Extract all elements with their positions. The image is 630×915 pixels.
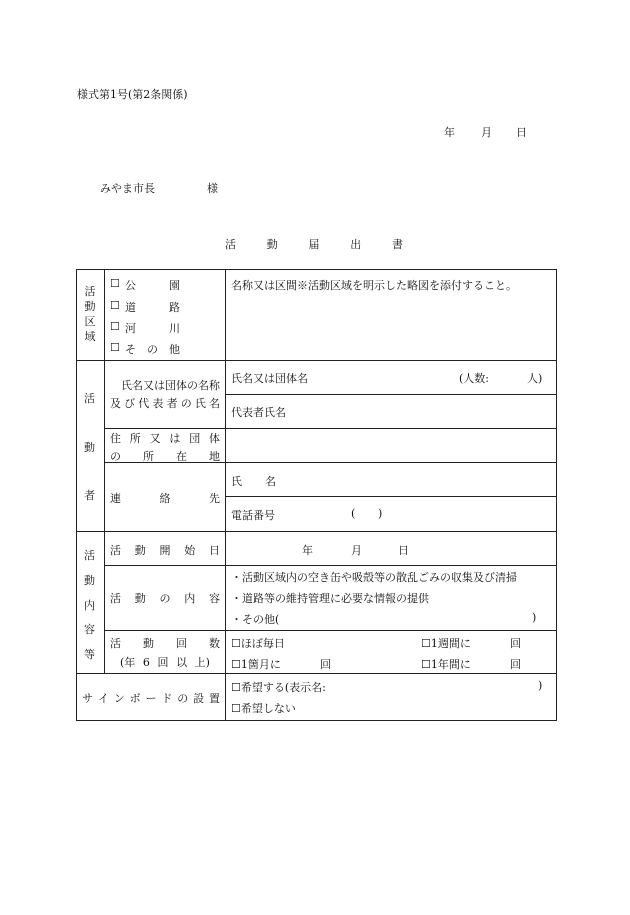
label-char: 内 <box>184 592 196 605</box>
row-divider <box>225 496 556 497</box>
signboard-option-yes[interactable]: ☐希望する(表示名: <box>231 681 326 694</box>
label-char: (年 <box>120 656 136 669</box>
label-char: ン <box>113 692 125 705</box>
label-char: の <box>110 450 121 463</box>
label-char: 住 <box>110 432 121 445</box>
label-char: 氏 <box>194 397 206 410</box>
label-char: 動 <box>134 544 146 557</box>
row-divider <box>104 630 556 631</box>
label-char: 絡 <box>159 492 171 505</box>
content-heading-char: 内 <box>84 599 95 612</box>
table-border-left <box>76 269 77 721</box>
label-char: 名 <box>208 397 220 410</box>
count-label-line <box>110 635 220 651</box>
title-char: 書 <box>392 238 403 251</box>
label-char: 動 <box>143 637 154 650</box>
row-divider <box>76 360 557 361</box>
label-char: 所 <box>129 432 141 445</box>
freq-option-weekly[interactable]: ☐1週間に <box>421 637 471 650</box>
checkbox-icon[interactable]: ☐ <box>110 320 120 333</box>
label-char: 団 <box>189 432 201 445</box>
actor-heading-char: 者 <box>84 489 95 502</box>
label-char: イ <box>97 692 109 705</box>
area-option-label: 他 <box>169 343 180 356</box>
checkbox-icon[interactable]: ☐ <box>110 277 120 290</box>
start-date-day: 日 <box>398 544 409 557</box>
detail-item-road-info[interactable]: ・道路等の維持管理に必要な情報の提供 <box>231 592 429 605</box>
row-divider <box>104 428 556 429</box>
name-label <box>110 377 220 411</box>
table-border-top <box>76 269 557 270</box>
header-date-month: 月 <box>481 126 492 139</box>
area-option-label: 河 <box>125 322 136 335</box>
freq-option-weekly-unit: 回 <box>510 637 521 650</box>
label-char: 活 <box>110 592 121 605</box>
area-option-park[interactable] <box>110 277 218 290</box>
heading-char: 動 <box>84 300 96 313</box>
area-option-label: 路 <box>169 301 180 314</box>
label-char: 容 <box>209 592 220 605</box>
label-char: 先 <box>209 492 220 505</box>
area-option-label: 川 <box>169 322 180 335</box>
label-char: サ <box>82 692 93 705</box>
phone-paren-close: ) <box>378 507 383 520</box>
headcount-unit: 人) <box>527 372 543 385</box>
group-name-label: 氏名又は団体名 <box>231 372 308 385</box>
label-char: 連 <box>110 492 121 505</box>
label-char: 地 <box>209 450 220 463</box>
signboard-option-yes-close: ) <box>538 679 543 692</box>
actor-heading-char: 活 <box>84 392 95 405</box>
area-option-road[interactable] <box>110 299 218 312</box>
area-option-label: 園 <box>169 279 180 292</box>
address-label <box>110 430 220 464</box>
label-char: ボ <box>129 692 141 705</box>
table-border-bottom <box>76 720 557 721</box>
title-char: 活 <box>225 238 236 251</box>
area-heading <box>80 284 100 344</box>
label-char: び <box>124 397 136 410</box>
label-char: 置 <box>209 692 220 705</box>
signboard-label <box>82 690 220 706</box>
label-char: 以 <box>176 656 188 669</box>
label-char: ー <box>145 692 157 705</box>
signboard-option-no[interactable]: ☐希望しない <box>231 702 296 715</box>
label-char: 代 <box>138 397 150 410</box>
label-char: 日 <box>209 544 220 557</box>
addressee: みやま市長 <box>100 182 155 195</box>
column-divider <box>225 269 226 721</box>
area-option-river[interactable] <box>110 320 218 333</box>
label-char: 回 <box>176 637 187 650</box>
form-number: 様式第1号(第2条関係) <box>77 88 188 101</box>
label-char: 所 <box>143 450 154 463</box>
label-char: の <box>159 592 171 605</box>
freq-option-daily[interactable]: ☐ほぼ毎日 <box>231 637 285 650</box>
group-name-field[interactable] <box>300 368 450 384</box>
area-option-label: の <box>147 343 158 356</box>
label-char: は <box>169 432 181 445</box>
row-divider <box>104 565 556 566</box>
content-heading-char: 活 <box>84 549 95 562</box>
label-char: 在 <box>176 450 187 463</box>
label-char: 設 <box>193 692 205 705</box>
label-char: 者 <box>166 397 178 410</box>
label-char: 開 <box>159 544 171 557</box>
contact-name-field[interactable] <box>290 469 550 489</box>
contact-label <box>110 490 220 506</box>
detail-other-close: ) <box>532 611 537 624</box>
checkbox-icon[interactable]: ☐ <box>110 299 120 312</box>
label-char: 動 <box>134 592 146 605</box>
header-date-year: 年 <box>444 126 455 139</box>
content-heading-char: 動 <box>84 574 95 587</box>
title-char: 動 <box>266 238 278 251</box>
start-date-label <box>110 542 220 558</box>
actor-heading-char: 動 <box>84 441 95 454</box>
rep-name-label: 代表者氏名 <box>231 406 286 419</box>
start-date-month: 月 <box>351 544 362 557</box>
label-char: 上) <box>194 656 210 669</box>
heading-char: 域 <box>84 330 96 343</box>
label-char: の <box>180 397 192 410</box>
area-option-label: 道 <box>125 301 136 314</box>
column-divider <box>104 269 105 673</box>
address-label-line <box>110 430 220 446</box>
table-border-right <box>556 269 557 721</box>
freq-option-monthly[interactable]: ☐1箇月に <box>231 658 281 671</box>
area-option-other[interactable] <box>110 341 218 354</box>
name-label-line <box>110 395 220 411</box>
headcount-label: (人数: <box>459 372 489 385</box>
label-char: 活 <box>110 544 121 557</box>
content-heading-char: 容 <box>84 623 95 636</box>
headcount-field[interactable] <box>495 368 525 384</box>
count-label <box>110 635 220 670</box>
label-char: 又 <box>149 432 161 445</box>
checkbox-icon[interactable]: ☐ <box>110 341 120 354</box>
addressee-honorific: 様 <box>207 182 218 195</box>
area-option-label: そ <box>125 343 136 356</box>
detail-item-other[interactable]: ・その他( <box>231 613 280 626</box>
phone-label: 電話番号 <box>231 509 275 522</box>
document-title <box>225 236 403 252</box>
name-label-line: 氏名又は団体の名称 <box>121 379 220 392</box>
row-divider <box>76 531 557 532</box>
freq-option-yearly[interactable]: ☐1年間に <box>421 658 471 671</box>
title-char: 出 <box>350 238 362 251</box>
rep-name-field[interactable] <box>300 400 550 420</box>
label-char: 回 <box>157 656 169 669</box>
freq-option-monthly-unit: 回 <box>320 658 331 671</box>
detail-label <box>110 590 220 606</box>
label-char: ド <box>161 692 173 705</box>
address-field[interactable] <box>231 434 551 456</box>
area-option-label: 公 <box>125 279 136 292</box>
title-char: 届 <box>308 238 320 251</box>
label-char: の <box>177 692 189 705</box>
heading-char: 区 <box>84 315 96 328</box>
address-label-line <box>110 448 220 464</box>
label-char: 活 <box>110 637 121 650</box>
area-note: 名称又は区間※活動区域を明示した略図を添付すること。 <box>231 279 517 292</box>
label-char: 数 <box>209 637 220 650</box>
label-char: 始 <box>184 544 196 557</box>
count-label-sub <box>110 654 220 670</box>
content-heading-char: 等 <box>84 648 95 661</box>
contact-name-char: 名 <box>265 475 276 488</box>
phone-field[interactable] <box>290 503 470 523</box>
start-date-year: 年 <box>302 544 313 557</box>
heading-char: 活 <box>84 285 96 298</box>
label-char: 表 <box>152 397 164 410</box>
header-date-day: 日 <box>516 126 527 139</box>
label-char: 体 <box>208 432 220 445</box>
detail-item-litter[interactable]: ・活動区域内の空き缶や吸殻等の散乱ごみの収集及び清掃 <box>231 571 517 584</box>
phone-paren-open: ( <box>351 507 356 520</box>
start-date-field[interactable] <box>231 538 431 558</box>
label-char: 6 <box>142 655 150 669</box>
label-char: 及 <box>110 397 121 410</box>
row-divider <box>76 673 557 674</box>
freq-option-yearly-unit: 回 <box>510 658 521 671</box>
row-divider <box>225 394 556 395</box>
contact-name-char: 氏 <box>231 475 242 488</box>
